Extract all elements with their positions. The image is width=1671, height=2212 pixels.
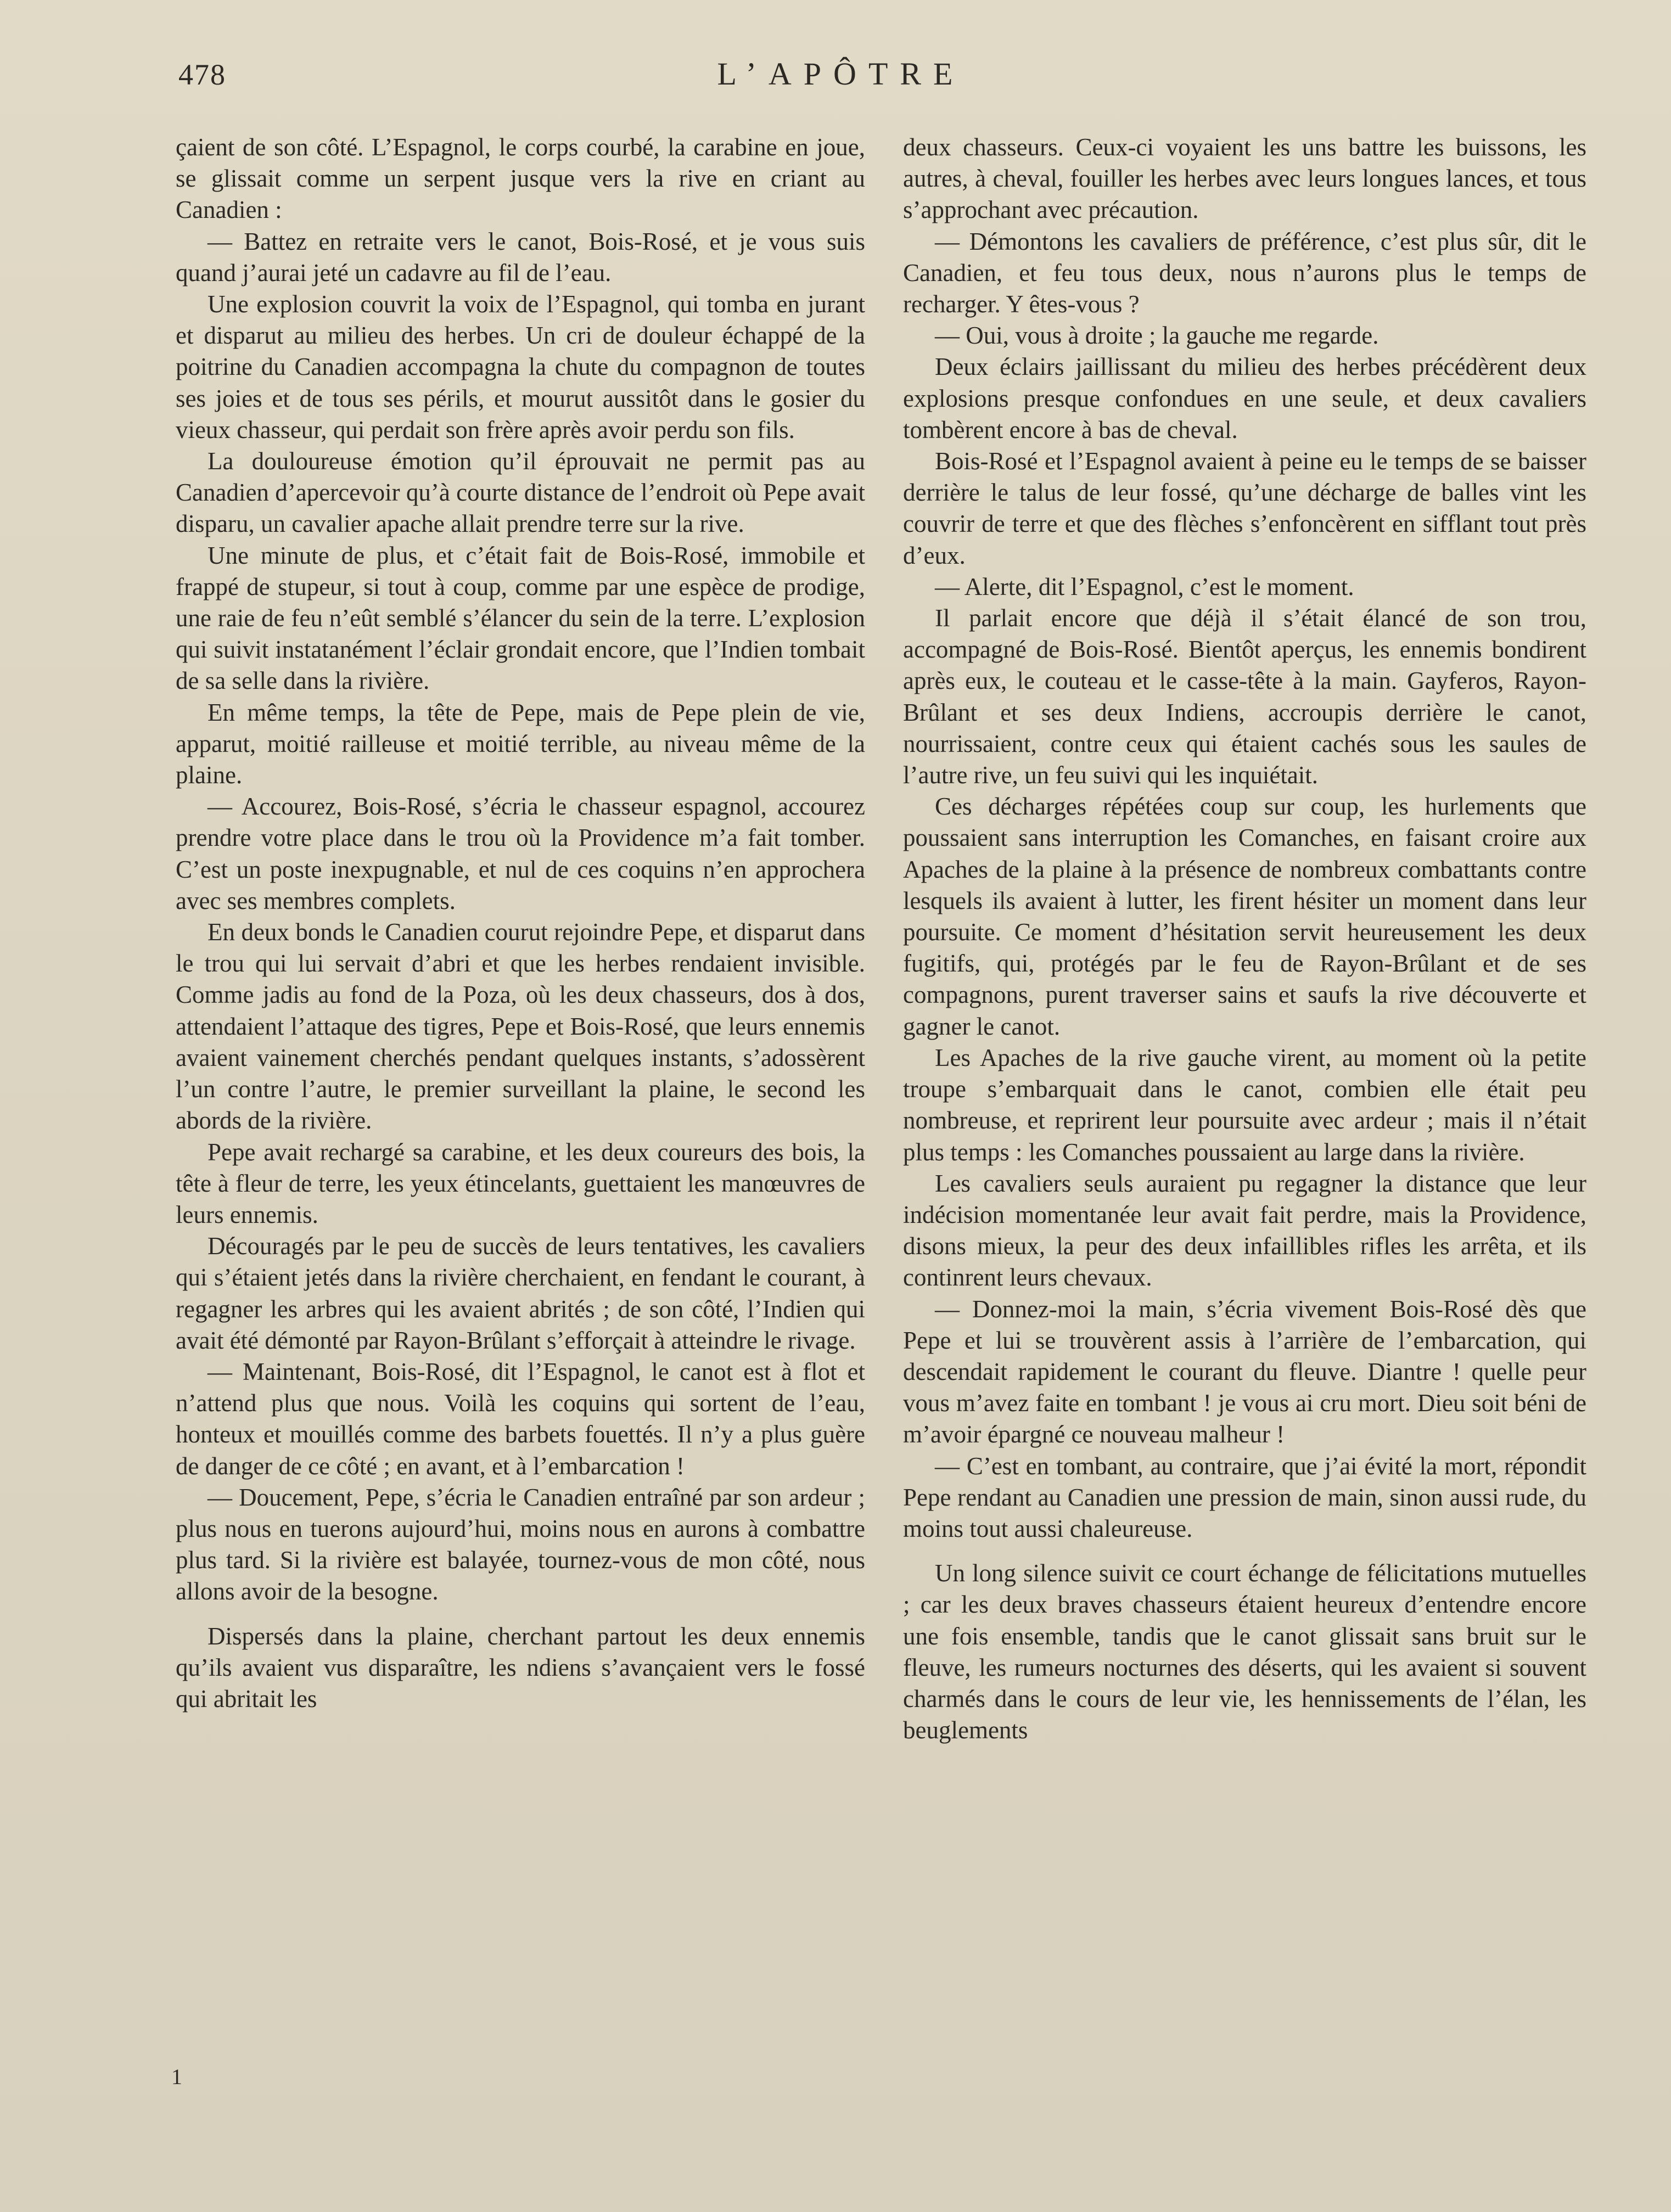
paragraph: — Démontons les cavaliers de préférence, c’est plus sûr, dit le Canadien, et feu tous deux, nous n’aurons plus le temps de recharger. Y êtes-vous ?: [903, 227, 1586, 318]
paragraph: Bois-Rosé et l’Espagnol avaient à peine eu le temps de se baisser derrière le talus de leur fossé, qu’une décharge de balles vint les couvrir de terre et que des flèches s’enfoncèrent en sifflant tout près d’eux.: [903, 447, 1586, 569]
paragraph: — Accourez, Bois-Rosé, s’écria le chasseur espagnol, accourez prendre votre place dans le trou où la Providence m’a fait tomber. C’est un poste inexpugnable, et nul de ces coquins n’en approchera avec ses membres complets.: [176, 793, 865, 914]
paragraph: Dispersés dans la plaine, cherchant partout les deux ennemis qu’ils avaient vus disparaître, les ndiens s’avançaient vers le fossé qui abritait les: [176, 1622, 865, 1713]
paragraph: La douloureuse émotion qu’il éprouvait ne permit pas au Canadien d’apercevoir qu’à courte distance de l’endroit où Pepe avait disparu, un cavalier apache allait prendre terre sur la rive.: [176, 447, 865, 538]
paragraph: Il parlait encore que déjà il s’était élancé de son trou, accompagné de Bois-Rosé. Bientôt aperçus, les ennemis bondirent après eux, le couteau et le casse-tête à la main. Gayferos, Rayon-Brûlant et ses deux Indiens, accroupis derrière le canot, nourrissaient, contre ceux qui étaient cachés sous les saules de l’autre rive, un feu suivi qui les inquiétait.: [903, 604, 1586, 789]
paragraph: Une explosion couvrit la voix de l’Espagnol, qui tomba en jurant et disparut au milieu des herbes. Un cri de douleur échappé de la poitrine du Canadien accompagna la chute du compagnon de toutes ses joies et de tous ses périls, et mourut aussitôt dans le gosier du vieux chasseur, qui perdait son frère après avoir perdu son fils.: [176, 290, 865, 443]
running-title: L’APÔTRE: [717, 56, 965, 92]
page-header: [0, 52, 1671, 102]
signature-mark: 1: [171, 2064, 182, 2089]
paragraph: — Donnez-moi la main, s’écria vivement Bois-Rosé dès que Pepe et lui se trouvèrent assis à l’arrière de l’embarcation, qui descendait rapidement le courant du fleuve. Diantre ! quelle peur vous m’avez faite en tombant ! je vous ai cru mort. Dieu soit béni de m’avoir épargné ce nouveau malheur !: [903, 1295, 1586, 1449]
paragraph: Une minute de plus, et c’était fait de Bois-Rosé, immobile et frappé de stupeur, si tout à coup, comme par une espèce de prodige, une raie de feu n’eût semblé s’élancer du sein de la terre. L’explosion qui suivit instatanément l’éclair grondait encore, que l’Indien tombait de sa selle dans la rivière.: [176, 541, 865, 695]
paragraph: deux chasseurs. Ceux-ci voyaient les uns battre les buissons, les autres, à cheval, fouiller les herbes avec leurs longues lances, et tous s’approchant avec précaution.: [903, 133, 1586, 224]
paragraph: — Doucement, Pepe, s’écria le Canadien entraîné par son ardeur ; plus nous en tuerons aujourd’hui, moins nous en aurons à combattre plus tard. Si la rivière est balayée, tournez-vous de mon côté, nous allons avoir de la besogne.: [176, 1483, 865, 1605]
paragraph: Ces décharges répétées coup sur coup, les hurlements que poussaient sans interruption les Comanches, en faisant croire aux Apaches de la plaine à la présence de nombreux combattants contre lesquels ils avaient à lutter, les firent hésiter un moment dans leur poursuite. Ce moment d’hésitation servit heureusement les deux fugitifs, qui, protégés par le feu de Rayon-Brûlant et de ses compagnons, purent traverser sains et saufs la rive découverte et gagner le canot.: [903, 793, 1586, 1040]
paragraph: En deux bonds le Canadien courut rejoindre Pepe, et disparut dans le trou qui lui servait d’abri et que les herbes rendaient invisible. Comme jadis au fond de la Poza, où les deux chasseurs, dos à dos, attendaient l’attaque des tigres, Pepe et Bois-Rosé, que leurs ennemis avaient vainement cherchés pendant quelques instants, s’adossèrent l’un contre l’autre, le premier surveillant la plaine, le second les abords de la rivière.: [176, 918, 865, 1135]
right-column: [903, 132, 1586, 1746]
paragraph: Les cavaliers seuls auraient pu regagner la distance que leur indécision momentanée leur avait fait perdre, mais la Providence, disons mieux, la peur des deux infaillibles rifles les arrêta, et ils continrent leurs chevaux.: [903, 1169, 1586, 1292]
paragraph: Les Apaches de la rive gauche virent, au moment où la petite troupe s’embarquait dans le canot, combien elle était peu nombreuse, et reprirent leur poursuite avec ardeur ; mais il n’était plus temps : les Comanches poussaient au large dans la rivière.: [903, 1043, 1586, 1166]
paragraph: En même temps, la tête de Pepe, mais de Pepe plein de vie, apparut, moitié railleuse et moitié terrible, au niveau même de la plaine.: [176, 698, 865, 789]
paragraph: Un long silence suivit ce court échange de félicitations mutuelles ; car les deux braves chasseurs étaient heureux d’entendre encore une fois ensemble, tandis que le canot glissait sans bruit sur le fleuve, les rumeurs nocturnes des déserts, qui les avaient si souvent charmés dans le cours de leur vie, les hennissements de l’élan, les beuglements: [903, 1559, 1586, 1744]
paragraph: — C’est en tombant, au contraire, que j’ai évité la mort, répondit Pepe rendant au Canadien une pression de main, sinon aussi rude, du moins tout aussi chaleureuse.: [903, 1452, 1586, 1542]
paragraph: — Alerte, dit l’Espagnol, c’est le moment.: [935, 572, 1354, 600]
paragraph: çaient de son côté. L’Espagnol, le corps courbé, la carabine en joue, se glissait comme un serpent jusque vers la rive en criant au Canadien :: [176, 133, 865, 224]
left-column: [176, 132, 865, 1715]
paragraph: Pepe avait rechargé sa carabine, et les deux coureurs des bois, la tête à fleur de terre, les yeux étincelants, guettaient les manœuvres de leurs ennemis.: [176, 1138, 865, 1228]
page-number: 478: [178, 58, 226, 91]
paragraph: Découragés par le peu de succès de leurs tentatives, les cavaliers qui s’étaient jetés dans la rivière cherchaient, en fendant le courant, à regagner les arbres qui les avaient abrités ; de son côté, l’Indien qui avait été démonté par Rayon-Brûlant s’efforçait à atteindre le rivage.: [176, 1232, 865, 1354]
paragraph: — Battez en retraite vers le canot, Bois-Rosé, et je vous suis quand j’aurai jeté un cadavre au fil de l’eau.: [176, 227, 865, 287]
paragraph: Deux éclairs jaillissant du milieu des herbes précédèrent deux explosions presque confondues en une seule, et deux cavaliers tombèrent encore à bas de cheval.: [903, 353, 1586, 443]
paragraph: — Maintenant, Bois-Rosé, dit l’Espagnol, le canot est à flot et n’attend plus que nous. Voilà les coquins qui sortent de l’eau, honteux et mouillés comme des barbets fouettés. Il n’y a plus guère de danger de ce côté ; en avant, et à l’embarcation !: [176, 1357, 865, 1480]
paragraph: — Oui, vous à droite ; la gauche me regarde.: [935, 322, 1379, 350]
